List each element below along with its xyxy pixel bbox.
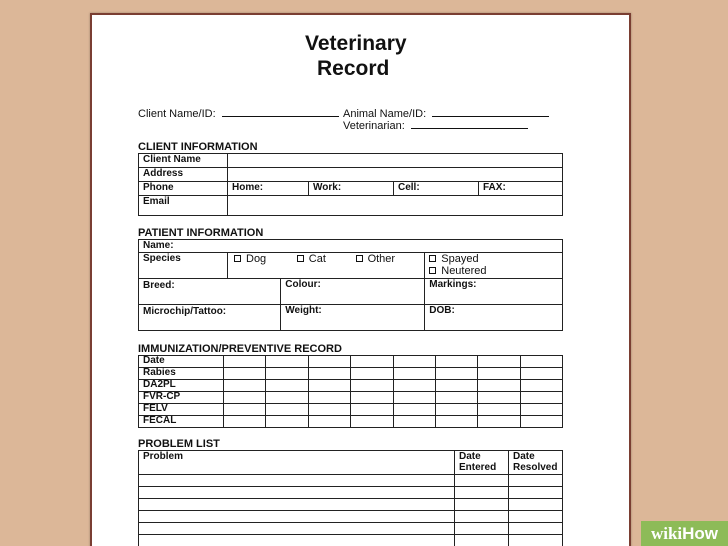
immunization-cell[interactable] <box>520 380 562 392</box>
problem-cell[interactable] <box>455 499 509 511</box>
immunization-cell[interactable] <box>224 416 266 428</box>
immunization-cell[interactable] <box>520 416 562 428</box>
immunization-cell[interactable] <box>478 392 520 404</box>
patient-name-cell[interactable]: Name: <box>139 240 563 253</box>
species-options <box>228 253 425 279</box>
immunization-cell[interactable] <box>520 404 562 416</box>
client-name-blank[interactable] <box>222 107 339 117</box>
veterinarian-field[interactable] <box>343 119 528 132</box>
breed-cell[interactable]: Breed: <box>139 279 281 305</box>
title-line-2: Record <box>317 57 390 80</box>
immunization-heading: IMMUNIZATION/PREVENTIVE RECORD <box>138 343 342 355</box>
spayed-label: Spayed <box>441 253 479 265</box>
immunization-cell[interactable] <box>351 380 393 392</box>
client-name-input[interactable] <box>228 154 563 168</box>
patient-info-table <box>138 239 563 331</box>
problem-cell[interactable] <box>455 487 509 499</box>
immunization-cell[interactable] <box>393 416 435 428</box>
immunization-table <box>138 355 563 428</box>
immunization-cell[interactable] <box>393 404 435 416</box>
address-input[interactable] <box>228 168 563 182</box>
immunization-row <box>139 392 563 404</box>
neutered-option[interactable] <box>429 265 486 277</box>
immunization-cell[interactable] <box>308 392 350 404</box>
dog-option[interactable] <box>234 253 294 265</box>
cell-phone-cell[interactable]: Cell: <box>394 182 479 196</box>
immunization-cell[interactable] <box>224 368 266 380</box>
neutered-checkbox[interactable] <box>429 267 436 274</box>
problem-cell[interactable] <box>139 499 455 511</box>
other-option[interactable] <box>356 253 396 265</box>
immunization-row <box>139 368 563 380</box>
cat-label: Cat <box>308 253 326 265</box>
problem-row <box>139 487 563 499</box>
immunization-cell[interactable] <box>266 356 308 368</box>
immunization-cell[interactable] <box>435 392 477 404</box>
veterinarian-blank[interactable] <box>411 119 528 129</box>
problem-row <box>139 535 563 546</box>
immunization-cell[interactable] <box>351 368 393 380</box>
immunization-cell[interactable] <box>351 404 393 416</box>
immunization-cell[interactable] <box>266 368 308 380</box>
immunization-cell[interactable] <box>308 416 350 428</box>
cat-checkbox[interactable] <box>297 255 304 262</box>
immunization-cell[interactable] <box>478 416 520 428</box>
immunization-cell[interactable] <box>435 380 477 392</box>
animal-name-label: Animal Name/ID: <box>343 108 427 120</box>
problem-row <box>139 475 563 487</box>
immunization-cell[interactable] <box>478 368 520 380</box>
immunization-cell[interactable] <box>520 356 562 368</box>
problem-list-heading: PROBLEM LIST <box>138 438 220 450</box>
immunization-cell[interactable] <box>393 368 435 380</box>
immunization-row <box>139 416 563 428</box>
immunization-cell[interactable] <box>435 404 477 416</box>
immunization-row-label: FECAL <box>139 416 224 428</box>
immunization-cell[interactable] <box>224 380 266 392</box>
other-checkbox[interactable] <box>356 255 363 262</box>
problem-row <box>139 523 563 535</box>
phone-cell: Phone <box>139 182 228 196</box>
immunization-cell[interactable] <box>520 368 562 380</box>
immunization-cell[interactable] <box>224 356 266 368</box>
immunization-row-label: Rabies <box>139 368 224 380</box>
problem-cell[interactable] <box>139 511 455 523</box>
microchip-cell[interactable]: Microchip/Tattoo: <box>139 305 281 331</box>
immunization-cell[interactable] <box>266 416 308 428</box>
email-cell: Email <box>139 196 228 216</box>
problem-cell[interactable] <box>455 535 509 546</box>
problem-cell[interactable] <box>139 523 455 535</box>
work-phone-cell[interactable]: Work: <box>309 182 394 196</box>
species-cell: Species <box>139 253 228 279</box>
problem-list-table <box>138 450 563 546</box>
immunization-cell[interactable] <box>435 356 477 368</box>
markings-cell[interactable]: Markings: <box>425 279 563 305</box>
immunization-cell[interactable] <box>266 392 308 404</box>
immunization-cell[interactable] <box>435 368 477 380</box>
dog-checkbox[interactable] <box>234 255 241 262</box>
weight-cell[interactable]: Weight: <box>281 305 425 331</box>
problem-header: Problem <box>139 451 455 475</box>
immunization-cell[interactable] <box>308 404 350 416</box>
problem-cell[interactable] <box>455 523 509 535</box>
fax-cell[interactable]: FAX: <box>479 182 563 196</box>
immunization-row-label: FELV <box>139 404 224 416</box>
cat-option[interactable] <box>297 253 353 265</box>
problem-cell[interactable] <box>455 511 509 523</box>
immunization-cell[interactable] <box>393 356 435 368</box>
date-resolved-header: Date Resolved <box>509 451 563 475</box>
problem-cell[interactable] <box>509 499 563 511</box>
problem-cell[interactable] <box>139 535 455 546</box>
immunization-cell[interactable] <box>224 392 266 404</box>
immunization-cell[interactable] <box>520 392 562 404</box>
problem-cell[interactable] <box>455 475 509 487</box>
problem-cell[interactable] <box>509 523 563 535</box>
immunization-cell[interactable] <box>393 380 435 392</box>
problem-row <box>139 511 563 523</box>
client-name-label: Client Name/ID: <box>138 108 216 120</box>
email-input[interactable] <box>228 196 563 216</box>
date-entered-header: Date Entered <box>455 451 509 475</box>
colour-cell[interactable]: Colour: <box>281 279 425 305</box>
home-phone-cell[interactable]: Home: <box>228 182 309 196</box>
problem-cell[interactable] <box>509 511 563 523</box>
sex-options <box>425 253 563 279</box>
problem-cell[interactable] <box>139 487 455 499</box>
immunization-cell[interactable] <box>308 368 350 380</box>
immunization-cell[interactable] <box>351 392 393 404</box>
problem-cell[interactable] <box>509 535 563 546</box>
immunization-cell[interactable] <box>351 416 393 428</box>
immunization-cell[interactable] <box>308 380 350 392</box>
immunization-row-label: Date <box>139 356 224 368</box>
client-name-cell: Client Name <box>139 154 228 168</box>
veterinarian-label: Veterinarian: <box>343 120 405 132</box>
immunization-row <box>139 380 563 392</box>
problem-cell[interactable] <box>509 475 563 487</box>
other-label: Other <box>367 253 396 265</box>
immunization-cell[interactable] <box>393 392 435 404</box>
patient-info-heading: PATIENT INFORMATION <box>138 227 264 239</box>
client-info-table <box>138 153 563 216</box>
immunization-cell[interactable] <box>478 356 520 368</box>
immunization-row <box>139 404 563 416</box>
immunization-cell[interactable] <box>308 356 350 368</box>
client-info-heading: CLIENT INFORMATION <box>138 141 258 153</box>
immunization-cell[interactable] <box>478 380 520 392</box>
immunization-cell[interactable] <box>266 380 308 392</box>
problem-row <box>139 499 563 511</box>
title-line-1: Veterinary <box>305 32 407 55</box>
wikihow-logo: wikiHow <box>641 521 728 546</box>
dog-label: Dog <box>246 253 267 265</box>
immunization-row-label: FVR-CP <box>139 392 224 404</box>
immunization-cell[interactable] <box>351 356 393 368</box>
immunization-cell[interactable] <box>266 404 308 416</box>
address-cell: Address <box>139 168 228 182</box>
immunization-row <box>139 356 563 368</box>
problem-cell[interactable] <box>139 475 455 487</box>
animal-name-blank[interactable] <box>432 107 549 117</box>
immunization-cell[interactable] <box>478 404 520 416</box>
neutered-label: Neutered <box>441 265 487 277</box>
spayed-option[interactable] <box>429 253 478 265</box>
immunization-row-label: DA2PL <box>139 380 224 392</box>
client-name-field[interactable] <box>138 107 339 120</box>
dob-cell[interactable]: DOB: <box>425 305 563 331</box>
immunization-cell[interactable] <box>224 404 266 416</box>
immunization-cell[interactable] <box>435 416 477 428</box>
problem-cell[interactable] <box>509 487 563 499</box>
spayed-checkbox[interactable] <box>429 255 436 262</box>
